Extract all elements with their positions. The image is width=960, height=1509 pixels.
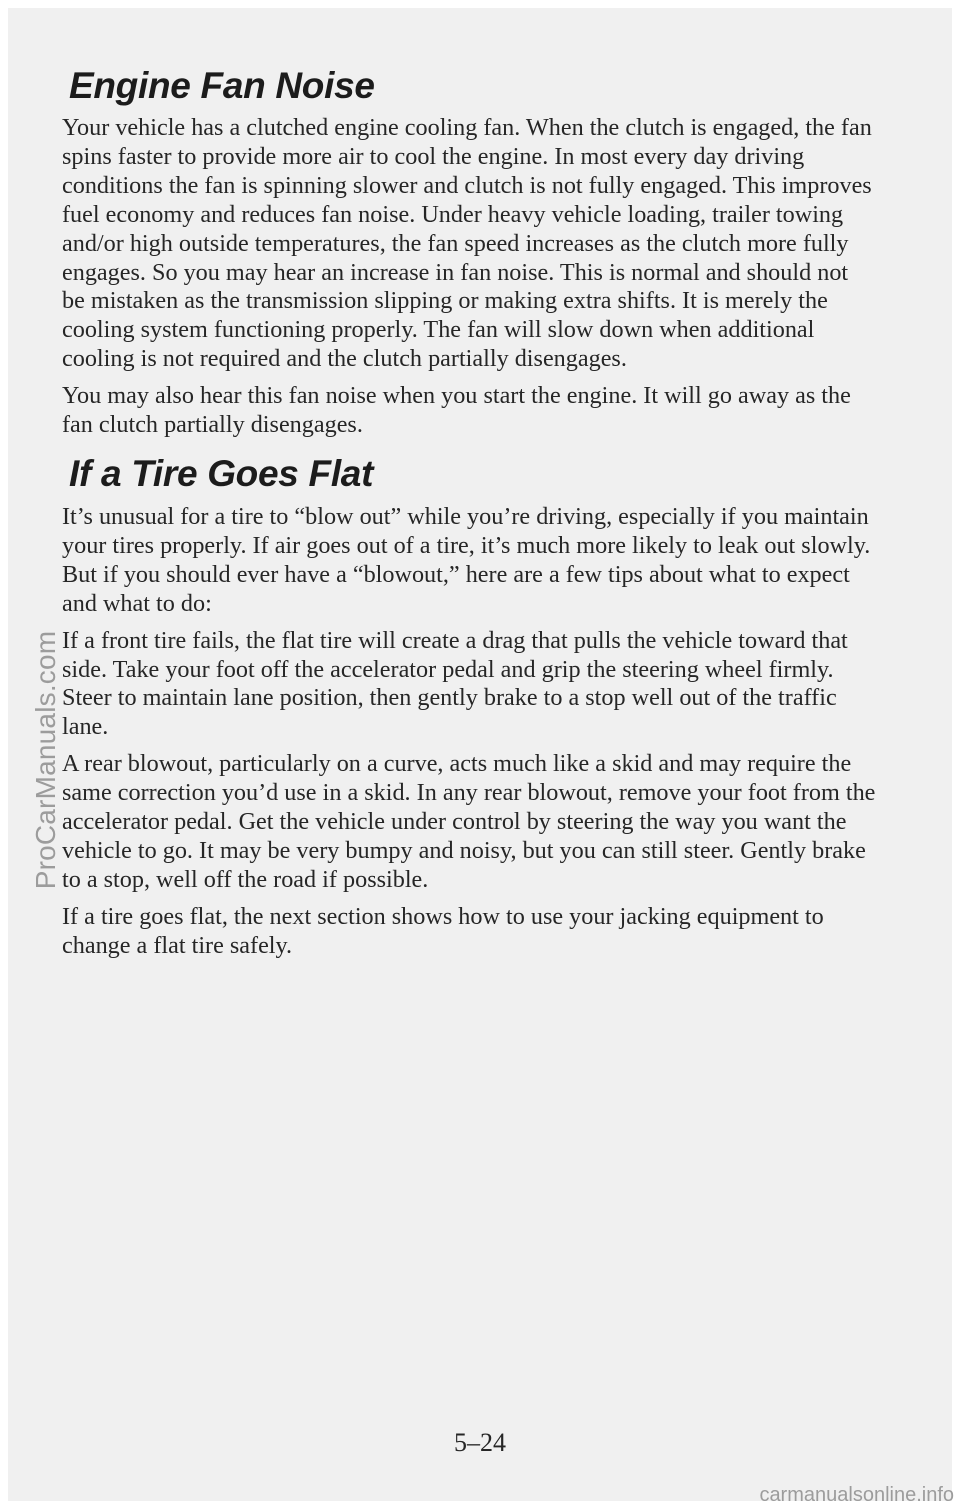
paragraph: Your vehicle has a clutched engine cooling fan. When the clutch is engaged, the fan spins faster to provide more air to cool the engine. In most every day driving conditions the fan is spinning slower and clutch is not fully engaged. This improves fuel economy and reduces fan noise. Under heavy vehicle loading, trailer towing and/or high outside temperatures, the fan speed increases as the clutch more fully engages. So you may hear an increase in fan noise. This is normal and should not be mistaken as the transmission slipping or making extra shifts. It is merely the cooling system functioning properly. The fan will slow down when additional cooling is not required and the clutch partially disengages. bbox=[62, 114, 872, 373]
side-watermark bbox=[8, 628, 84, 892]
paragraph: If a front tire fails, the flat tire will create a drag that pulls the vehicle toward that side. Take your foot off the accelerator pedal and grip the steering wheel firmly. Steer to maintain lane position, then gently brake to a stop well out of the traffic lane. bbox=[62, 626, 848, 741]
side-watermark-text: ProCarManuals.com bbox=[30, 630, 61, 890]
section-heading-tire-goes-flat: If a Tire Goes Flat bbox=[69, 452, 374, 494]
section-heading-engine-fan-noise: Engine Fan Noise bbox=[69, 65, 375, 106]
paragraph: You may also hear this fan noise when you start the engine. It will go away as the fan clutch partially disengages. bbox=[62, 382, 851, 439]
paragraph: If a tire goes flat, the next section shows how to use your jacking equipment to change a flat tire safely. bbox=[62, 902, 824, 959]
page-content bbox=[62, 64, 877, 969]
paragraph: It’s unusual for a tire to “blow out” while you’re driving, especially if you maintain your tires properly. If air goes out of a tire, it’s much more likely to leak out slowly. But if you should ever have a “blowout,” here are a few tips about what to expect and what to do: bbox=[62, 502, 871, 617]
bottom-watermark: carmanualsonline.info bbox=[759, 1484, 954, 1506]
page-number: 5–24 bbox=[454, 1428, 506, 1457]
paragraph: A rear blowout, particularly on a curve, acts much like a skid and may require the same correction you’d use in a skid. In any rear blowout, remove your foot from the accelerator pedal. Get the vehicle under control by steering the way you want the vehicle to go. It may be very bumpy and noisy, but you can still steer. Gently brake to a stop, well off the road if possible. bbox=[62, 750, 876, 893]
